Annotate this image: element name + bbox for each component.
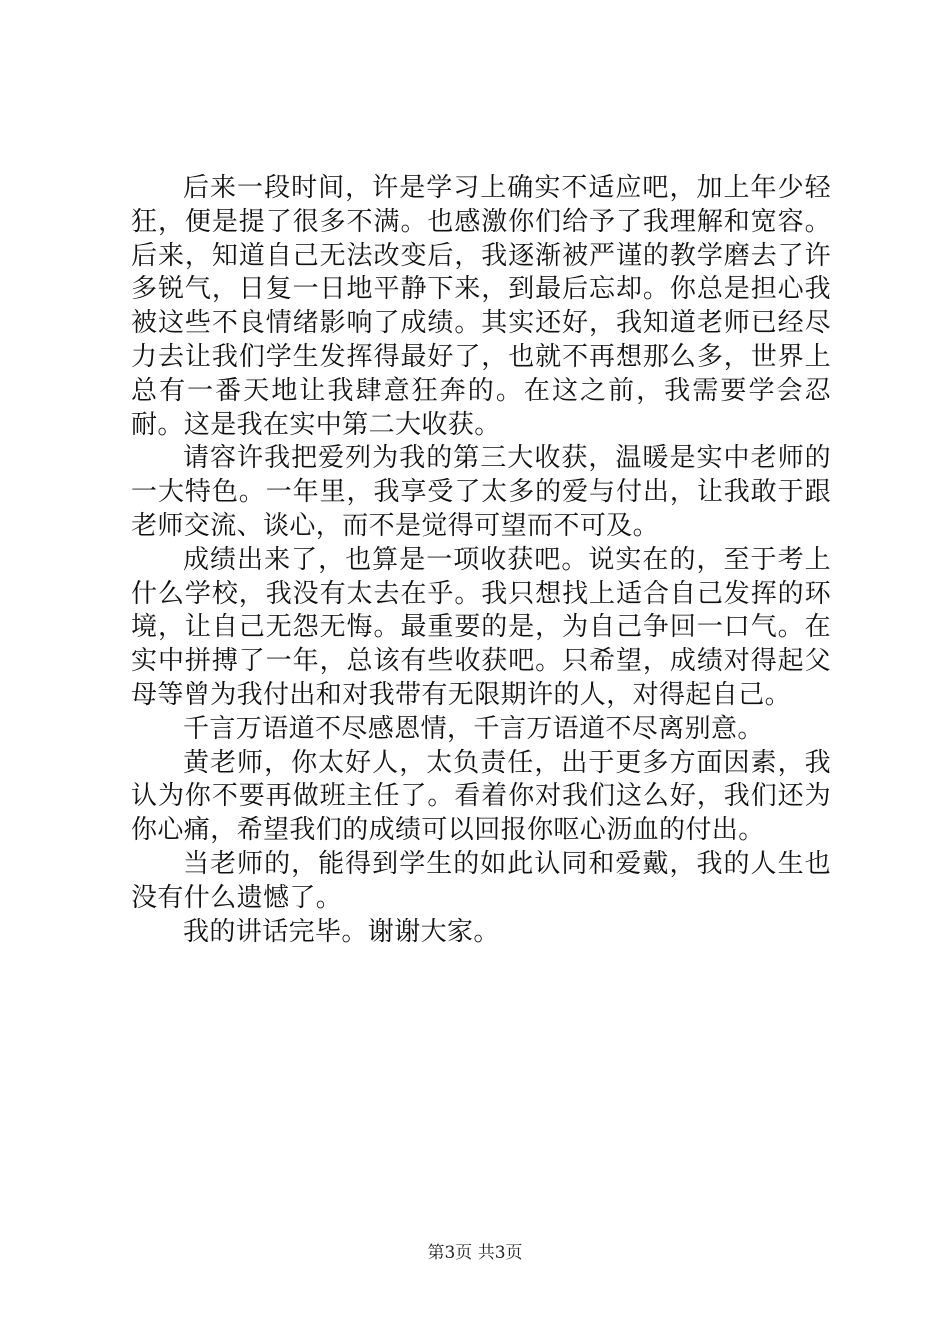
paragraph-6: 当老师的，能得到学生的如此认同和爱戴，我的人生也没有什么遗憾了。: [131, 848, 831, 913]
paragraph-2: 请容许我把爱列为我的第三大收获，温暖是实中老师的一大特色。一年里，我享受了太多的爱与付出，让我敢于跟老师交流、谈心，而不是觉得可望而不可及。: [131, 443, 831, 541]
document-body: [131, 172, 831, 949]
paragraph-4: 千言万语道不尽感恩情，千言万语道不尽离别意。: [183, 713, 764, 744]
paragraph-7: 我的讲话完毕。谢谢大家。: [183, 916, 500, 947]
page-footer: 第3页 共3页: [427, 1243, 523, 1263]
paragraph-3: 成绩出来了，也算是一项收获吧。说实在的，至于考上什么学校，我没有太去在乎。我只想找上适合自己发挥的环境，让自己无怨无悔。最重要的是，为自己争回一口气。在实中拼搏了一年，总该有些收获吧。只希望，成绩对得起父母等曾为我付出和对我带有无限期许的人，对得起自己。: [131, 544, 831, 710]
paragraph-1: 后来一段时间，许是学习上确实不适应吧，加上年少轻狂，便是提了很多不满。也感激你们给予了我理解和宽容。后来，知道自己无法改变后，我逐渐被严谨的教学磨去了许多锐气，日复一日地平静下来，到最后忘却。你总是担心我被这些不良情绪影响了成绩。其实还好，我知道老师已经尽力去让我们学生发挥得最好了，也就不再想那么多，世界上总有一番天地让我肆意狂奔的。在这之前，我需要学会忍耐。这是我在实中第二大收获。: [131, 173, 831, 440]
paragraph-5: 黄老师，你太好人，太负责任，出于更多方面因素，我认为你不要再做班主任了。看着你对我们这么好，我们还为你心痛，希望我们的成绩可以回报你呕心沥血的付出。: [131, 747, 831, 846]
